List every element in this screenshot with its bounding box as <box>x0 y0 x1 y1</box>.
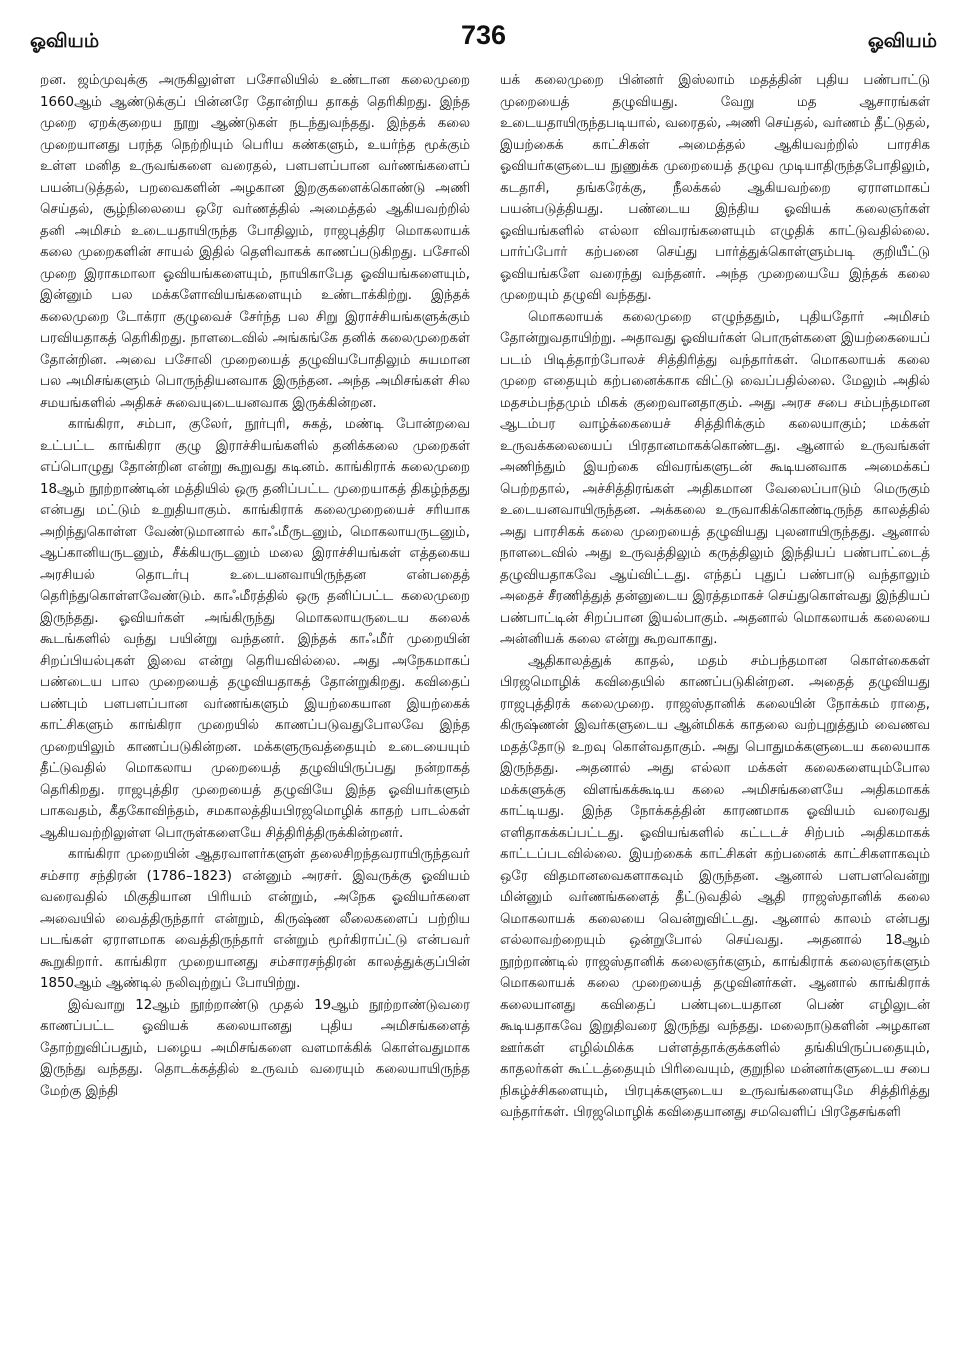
right-paragraph-2: மொகலாயக் கலைமுறை எழுந்ததும், புதியதோர் அமிசம் தோன்றுவதாயிற்று. அதாவது ஓவியர்கள் பொருள்களை இயற்கையைப் படம் பிடித்தாற்போலச் சித்திரித்து வந்தார்கள். மொகலாயக் கலை முறை எதையும் கற்பனைக்காக விட்டு வைப்பதில்லை. மேலும் அதில் மதசம்பந்தமும் மிகக் குறைவானதாகும். அது அரச சபை சம்பந்தமான ஆடம்பர வாழ்க்கையைச் சித்திரிக்கும் கலையாகும்; மக்கள் உருவக்கலையைப் பிரதானமாகக்கொண்டது. ஆனால் உருவங்கள் அணிந்தும் இயற்கை விவரங்களுடன் கூடியனவாக அமைக்கப் பெற்றதால், அச்சித்திரங்கள் அதிகமான வேலைப்பாடும் மெருகும் உடையனவாயிருந்தன. அக்கலை உருவாகிக்கொண்டிருந்த காலத்தில் அது பாரசிகக் கலை முறையைத் தழுவியது புலனாயிருந்தது. ஆனால் நாளடைவில் அது உருவத்திலும் கருத்திலும் இந்தியப் பண்பாட்டைத் தழுவியதாகவே ஆய்விட்டது. எந்தப் புதுப் பண்பாடு வந்தாலும் அதைச் சீரணித்துத் தன்னுடைய இரத்தமாகச் செய்துகொள்வது இந்தியப் பண்பாட்டின் சிறப்பான இயல்பாகும். அதனால் மொகலாயக் கலையை அன்னியக் கலை என்று கூறவாகாது. <box>500 309 930 647</box>
left-column <box>40 70 470 1350</box>
left-paragraph-1: றன. ஜம்முவுக்கு அருகிலுள்ள பசோலியில் உண்டான கலைமுறை 1660ஆம் ஆண்டுக்குப் பின்னரே தோன்றிய தாகத் தெரிகிறது. இந்த முறை ஏறக்குறைய நூறு ஆண்டுகள் நடந்துவந்தது. இந்தக் கலை முறையானது பரந்த நெற்றியும் பெரிய கண்களும், உயர்ந்த மூக்கும் உள்ள மனித உருவங்களை வரைதல், பளபளப்பான வர்ணங்களைப் பயன்படுத்தல், பறவைகளின் அழகான இறகுகளைக்கொண்டு அணி செய்தல், சூழ்நிலையை ஒரே வர்ணத்தில் அமைத்தல் ஆகியவற்றில் தனி அமிசம் உடையதாயிருந்த போதிலும், ராஜபுத்திர மொகலாயக் கலை முறைகளின் சாயல் இதில் தெளிவாகக் காணப்படுகிறது. பசோலி முறை இராகமாலா ஓவியங்களையும், நாயிகாபேத ஓவியங்களையும், இன்னும் பல மக்களோவியங்களையும் உண்டாக்கிற்று. இந்தக் கலைமுறை டோக்ரா குழுவைச் சேர்ந்த பல சிறு இராச்சியங்களுக்கும் பரவியதாகத் தெரிகிறது. நாளடைவில் அங்கங்கே தனிக் கலைமுறைகள் தோன்றின. அவை பசோலி முறையைத் தழுவியபோதிலும் சுயமான பல அமிசங்களும் பொருந்தியனவாக இருந்தன. அந்த அமிசங்கள் சில சமயங்களில் அதிகச் சுவையுடையனவாக இருக்கின்றன. <box>40 73 470 411</box>
running-title-left: ஓவியம் <box>30 30 100 52</box>
right-column <box>500 70 930 1350</box>
right-paragraph-1: யக் கலைமுறை பின்னர் இஸ்லாம் மதத்தின் புதிய பண்பாட்டு முறையைத் தழுவியது. வேறு மத ஆசாரங்கள் உடையதாயிருந்தபடியால், வரைதல், அணி செய்தல், வர்ணம் தீட்டுதல், இயற்கைக் காட்சிகள் அமைத்தல் ஆகியவற்றில் பாரசிக ஓவியர்களுடைய நுணுக்க முறையைத் தழுவ முடியாதிருந்தபோதிலும், கடதாசி, தங்கரேக்கு, நீலக்கல் ஆகியவற்றை ஏராளமாகப் பயன்படுத்தியது. பண்டைய இந்திய ஓவியக் கலைஞர்கள் ஓவியங்களில் எல்லா விவரங்களையும் எழுதிக் காட்டுவதில்லை. பார்ப்போர் கற்பனை செய்து பார்த்துக்கொள்ளும்படி குறியீட்டு ஓவியங்களே வரைந்து வந்தனர். அந்த முறையையே இந்தக் கலை முறையும் தழுவி வந்தது. <box>500 73 930 303</box>
left-paragraph-3: காங்கிரா முறையின் ஆதரவாளர்களுள் தலைசிறந்தவராயிருந்தவர் சம்சார சந்திரன் (1786–1823) என்னும் அரசர். இவருக்கு ஓவியம் வரைவதில் மிகுதியான பிரியம் என்றும், அநேக ஓவியர்களை அவையில் வைத்திருந்தார் என்றும், கிருஷ்ண லீலைகளைப் பற்றிய படங்கள் ஏராளமாக வைத்திருந்தார் என்றும் மூர்கிராப்ட்டு என்பவர் கூறுகிறார். காங்கிரா முறையானது சம்சாரசந்திரன் காலத்துக்குப்பின் 1850ஆம் ஆண்டில் நலிவுற்றுப் போயிற்று. <box>40 847 470 991</box>
page-header <box>30 20 937 56</box>
left-paragraph-2: காங்கிரா, சம்பா, குலேர், நூர்புரி, சுகத், மண்டி போன்றவை உட்பட்ட காங்கிரா குழு இராச்சியங்களில் தனிக்கலை முறைகள் எப்பொழுது தோன்றின என்று கூறுவது கடினம். காங்கிராக் கலைமுறை 18ஆம் நூற்றாண்டின் மத்தியில் ஒரு தனிப்பட்ட முறையாகத் திகழ்ந்தது என்பது மட்டும் உறுதியாகும். காங்கிராக் கலைமுறையைச் சரியாக அறிந்துகொள்ள வேண்டுமானால் காஃமீருடனும், மொகலாயருடனும், ஆப்கானியருடனும், சீக்கியருடனும் மலை இராச்சியங்கள் எத்தகைய அரசியல் தொடர்பு உடையனவாயிருந்தன என்பதைத் தெரிந்துகொள்ளவேண்டும். காஃமீரத்தில் ஒரு தனிப்பட்ட கலைமுறை இருந்தது. ஓவியர்கள் அங்கிருந்து மொகலாயருடைய கலைக் கூடங்களில் வந்து பயின்று வந்தனர். இந்தக் காஃமீர் முறையின் சிறப்பியல்புகள் இவை என்று தெரியவில்லை. அது அநேகமாகப் பண்டைய பால முறையைத் தழுவியதாகத் தோன்றுகிறது. கவிதைப் பண்பும் பளபளப்பான வர்ணங்களும் இயற்கையான இயற்கைக் காட்சிகளும் காங்கிரா முறையில் காணப்படுவதுபோலவே இந்த முறையிலும் காணப்படுகின்றன. மக்களுருவத்தையும் உடையையும் தீட்டுவதில் மொகலாய முறையைத் தழுவியிருப்பது நன்றாகத் தெரிகிறது. ராஜபுத்திர முறையைத் தழுவியே இந்த ஓவியர்களும் பாகவதம், கீதகோவிந்தம், சமகாலத்தியபிரஜமொழிக் காதற் பாடல்கள் ஆகியவற்றிலுள்ள பொருள்களையே சித்திரித்திருக்கின்றனர். <box>40 417 470 841</box>
page-number: 736 <box>460 20 507 50</box>
left-paragraph-4: இவ்வாறு 12ஆம் நூற்றாண்டு முதல் 19ஆம் நூற்றாண்டுவரை காணப்பட்ட ஓவியக் கலையானது புதிய அமிசங்களைத் தோற்றுவிப்பதும், பழைய அமிசங்களை வளமாக்கிக் கொள்வதுமாக இருந்து வந்தது. தொடக்கத்தில் உருவம் வரையும் கலையாயிருந்த மேற்கு இந்தி <box>40 997 470 1099</box>
right-paragraph-3: ஆதிகாலத்துக் காதல், மதம் சம்பந்தமான கொள்கைகள் பிரஜமொழிக் கவிதையில் காணப்படுகின்றன. அதைத் தழுவியது ராஜபுத்திரக் கலைமுறை. ராஜஸ்தானிக் கலையின் நோக்கம் ராதை, கிருஷ்ணன் இவர்களுடைய ஆன்மிகக் காதலை வற்புறுத்தும் வைணவ மதத்தோடு உறவு கொள்வதாகும். அது பொதுமக்களுடைய கலையாக இருந்தது. அதனால் அது எல்லா மக்கள் கலைகளையும்போல மக்களுக்கு விளங்கக்கூடிய கலை அமிசங்களையே அதிகமாகக் காட்டியது. இந்த நோக்கத்தின் காரணமாக ஓவியம் வரைவது எளிதாகக்கப்பட்டது. ஓவியங்களில் கட்டடச் சிற்பம் அதிகமாகக் காட்டப்படவில்லை. இயற்கைக் காட்சிகள் கற்பனைக் காட்சிகளாகவும் ஒரே விதமானவைகளாகவும் இருந்தன. ஆனால் பளபளவென்று மின்னும் வர்ணங்களைத் தீட்டுவதில் ஆதி ராஜஸ்தானிக் கலை மொகலாயக் கலையை வென்றுவிட்டது. ஆனால் காலம் என்பது எல்லாவற்றையும் ஒன்றுபோல் செய்வது. அதனால் 18ஆம் நூற்றாண்டில் ராஜஸ்தானிக் கலைஞர்களும், காங்கிராக் கலைஞர்களும் மொகலாயக் கலை முறையைத் தழுவினர்கள். ஆனால் காங்கிராக் கலையானது கவிதைப் பண்புடையதான பெண் எழிலுடன் கூடியதாகவே இறுதிவரை இருந்து வந்தது. மலைநாடுகளின் அழகான ஊர்கள் எழில்மிக்க பள்ளத்தாக்குக்களில் தங்கியிருப்பதையும், காதலர்கள் கூட்டத்தையும் பிரிவையும், குறுநில மன்னர்களுடைய சபை நிகழ்ச்சிகளையும், பிரபுக்களுடைய உருவங்களையுமே சித்திரித்து வந்தார்கள். பிரஜமொழிக் கவிதையானது சமவெளிப் பிரதேசங்களி <box>500 653 930 1120</box>
running-title-right: ஓவியம் <box>867 30 937 52</box>
